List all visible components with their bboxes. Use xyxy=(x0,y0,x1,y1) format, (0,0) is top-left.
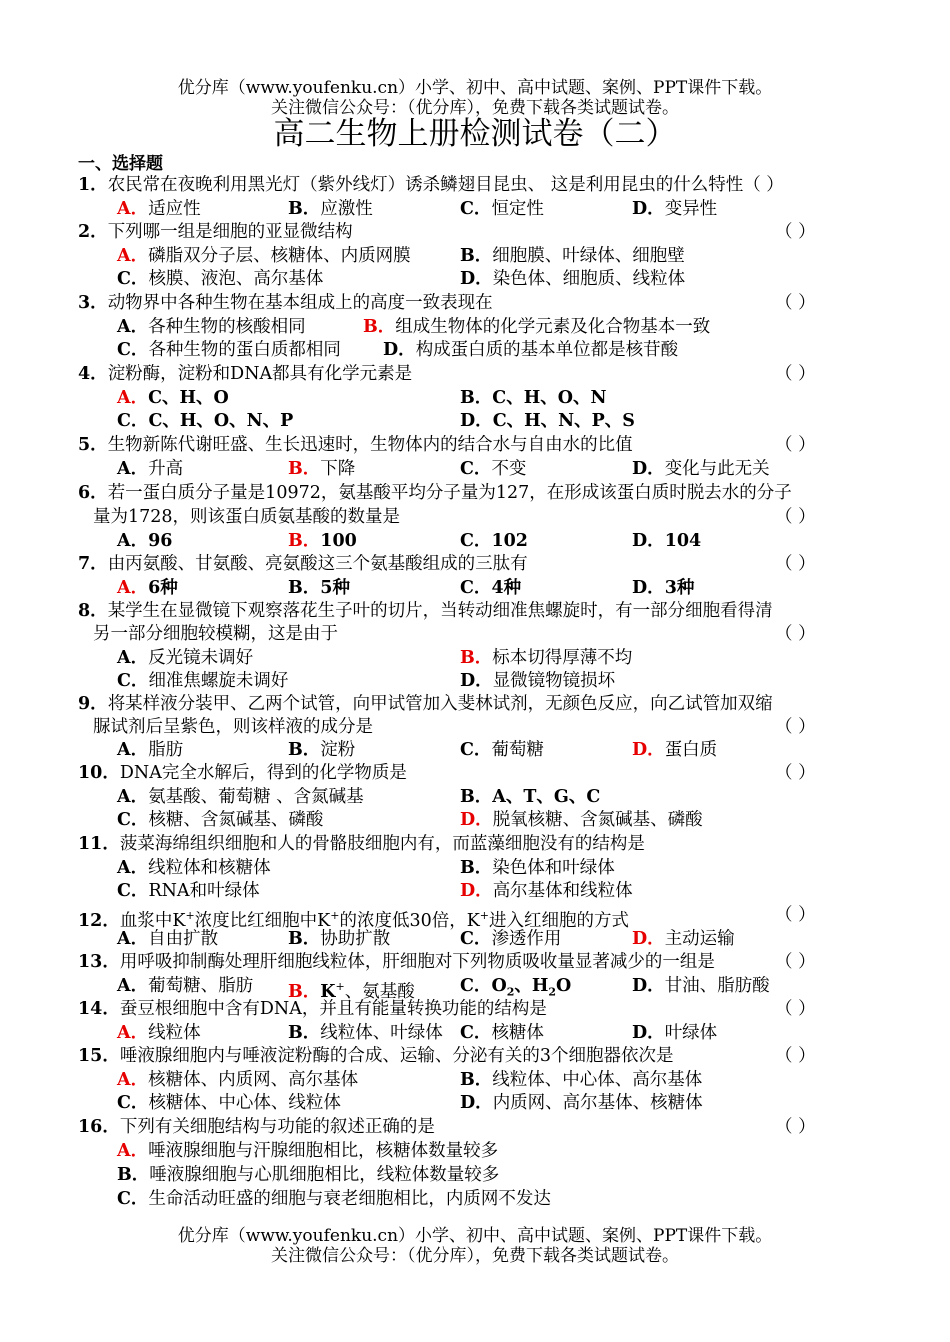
q3-option-a: A．各种生物的核酸相同 xyxy=(117,317,306,337)
q6-option-b: B．100 xyxy=(288,531,357,551)
question-3-stem: 3．动物界中各种生物在基本组成上的高度一致表现在 xyxy=(78,293,493,313)
q4-option-c: C．C、H、O、N、P xyxy=(117,411,294,431)
q14-option-a: A．线粒体 xyxy=(117,1023,201,1043)
q12-option-b: B．协助扩散 xyxy=(288,929,391,949)
answer-paren: （ ） xyxy=(775,952,816,972)
q16-option-b: B．唾液腺细胞与心肌细胞相比，线粒体数量较多 xyxy=(117,1165,500,1185)
answer-paren: （ ） xyxy=(775,554,816,574)
header-line-1: 优分库（www.youfenku.cn）小学、初中、高中试题、案例、PPT课件下载。 xyxy=(177,78,773,98)
question-1-stem xyxy=(78,174,784,197)
q10-option-d: D．脱氧核糖、含氮碱基、磷酸 xyxy=(460,810,703,830)
question-7-stem: 7．由丙氨酸、甘氨酸、亮氨酸这三个氨基酸组成的三肽有 xyxy=(78,554,528,574)
question-12-stem: 12．血浆中K+浓度比红细胞中K+的浓度低30倍，K+进入红细胞的方式 xyxy=(78,909,630,931)
q12-option-d: D．主动运输 xyxy=(632,929,735,949)
q9-option-b: B．淀粉 xyxy=(288,740,356,760)
question-number: 1． xyxy=(78,175,108,195)
question-11-stem: 11．菠菜海绵组织细胞和人的骨骼肢细胞内有，而蓝藻细胞没有的结构是 xyxy=(78,834,645,854)
q13-option-b: B．K+、氨基酸 xyxy=(288,980,415,1002)
answer-paren: （ ） xyxy=(775,435,816,455)
q11-option-c: C．RNA和叶绿体 xyxy=(117,881,260,901)
question-10-stem: 10．DNA完全水解后，得到的化学物质是 xyxy=(78,763,407,783)
q7-option-a: A．6种 xyxy=(117,578,178,598)
q6-option-a: A．96 xyxy=(117,531,173,551)
answer-paren: （ ） xyxy=(775,1046,816,1066)
q13-option-c: C．$O_2$、$H_2O$ xyxy=(460,976,572,999)
q3-option-c: C．各种生物的蛋白质都相同 xyxy=(117,340,341,360)
page-title: 高二生物上册检测试卷（二） xyxy=(273,116,677,152)
q12-option-c: C．渗透作用 xyxy=(460,929,562,949)
q14-option-d: D．叶绿体 xyxy=(632,1023,718,1043)
question-2-stem: 2．下列哪一组是细胞的亚显微结构 xyxy=(78,222,353,242)
q9-option-c: C．葡萄糖 xyxy=(460,740,544,760)
q11-option-a: A．线粒体和核糖体 xyxy=(117,858,271,878)
q8-option-c: C．细准焦螺旋未调好 xyxy=(117,671,289,691)
answer-paren: （ ） xyxy=(775,293,816,313)
q4-option-b: B．C、H、O、N xyxy=(460,388,607,408)
q15-option-b: B．线粒体、中心体、高尔基体 xyxy=(460,1070,703,1090)
q8-option-b: B．标本切得厚薄不均 xyxy=(460,648,633,668)
answer-paren: （ ） xyxy=(775,905,816,925)
q1-option-c: C．恒定性 xyxy=(460,199,544,219)
question-9-stem: 9．将某样液分装甲、乙两个试管，向甲试管加入斐林试剂，无颜色反应，向乙试管加双缩 xyxy=(78,694,773,714)
q10-option-c: C．核糖、含氮碱基、磷酸 xyxy=(117,810,324,830)
question-15-stem: 15．唾液腺细胞内与唾液淀粉酶的合成、运输、分泌有关的3个细胞器依次是 xyxy=(78,1046,674,1066)
q8-option-a: A．反光镜未调好 xyxy=(117,648,254,668)
q9-option-a: A．脂肪 xyxy=(117,740,184,760)
question-6-stem: 6．若一蛋白质分子量是10972，氨基酸平均分子量为127，在形成该蛋白质时脱去水的分子 xyxy=(78,483,792,503)
q15-option-d: D．内质网、高尔基体、核糖体 xyxy=(460,1093,703,1113)
q14-option-c: C．核糖体 xyxy=(460,1023,544,1043)
q10-option-b: B．A、T、G、C xyxy=(460,787,601,807)
question-8-stem: 8．某学生在显微镜下观察落花生子叶的切片，当转动细准焦螺旋时，有一部分细胞看得清 xyxy=(78,601,773,621)
q13-option-d: D．甘油、脂肪酸 xyxy=(632,976,770,996)
q16-option-a: A．唾液腺细胞与汗腺细胞相比，核糖体数量较多 xyxy=(117,1141,499,1161)
q2-option-c: C．核膜、液泡、高尔基体 xyxy=(117,269,324,289)
question-text: 农民常在夜晚利用黑光灯（紫外线灯）诱杀鳞翅目昆虫、 这是利用昆虫的什么特性（ ） xyxy=(107,175,784,195)
q6-option-c: C．102 xyxy=(460,531,528,551)
question-8-stem-cont: 另一部分细胞较模糊，这是由于 xyxy=(93,624,338,644)
q3-option-d: D．构成蛋白质的基本单位都是核苷酸 xyxy=(383,340,679,360)
question-6-stem-cont: 量为1728，则该蛋白质氨基酸的数量是 xyxy=(93,507,401,527)
answer-paren: （ ） xyxy=(775,763,816,783)
q8-option-d: D．显微镜物镜损坏 xyxy=(460,671,616,691)
q15-option-a: A．核糖体、内质网、高尔基体 xyxy=(117,1070,359,1090)
q11-option-b: B．染色体和叶绿体 xyxy=(460,858,615,878)
q3-option-b: B．组成生物体的化学元素及化合物基本一致 xyxy=(363,317,711,337)
q1-option-a: A．适应性 xyxy=(117,199,201,219)
question-14-stem: 14．蚕豆根细胞中含有DNA，并且有能量转换功能的结构是 xyxy=(78,999,547,1019)
q1-option-b: B．应激性 xyxy=(288,199,373,219)
answer-paren: （ ） xyxy=(775,222,816,242)
q2-option-d: D．染色体、细胞质、线粒体 xyxy=(460,269,686,289)
q15-option-c: C．核糖体、中心体、线粒体 xyxy=(117,1093,341,1113)
q4-option-a: A．C、H、O xyxy=(117,388,229,408)
question-5-stem: 5．生物新陈代谢旺盛、生长迅速时，生物体内的结合水与自由水的比值 xyxy=(78,435,633,455)
q1-option-d: D．变异性 xyxy=(632,199,718,219)
question-13-stem: 13．用呼吸抑制酶处理肝细胞线粒体，肝细胞对下列物质吸收量显著减少的一组是 xyxy=(78,952,715,972)
question-9-stem-cont: 脲试剂后呈紫色，则该样液的成分是 xyxy=(93,717,373,737)
answer-paren: （ ） xyxy=(775,999,816,1019)
answer-paren: （ ） xyxy=(775,1117,816,1137)
question-16-stem: 16．下列有关细胞结构与功能的叙述正确的是 xyxy=(78,1117,435,1137)
q9-option-d: D．蛋白质 xyxy=(632,740,718,760)
question-4-stem: 4．淀粉酶，淀粉和DNA都具有化学元素是 xyxy=(78,364,413,384)
q14-option-b: B．线粒体、叶绿体 xyxy=(288,1023,443,1043)
answer-paren: （ ） xyxy=(775,507,816,527)
section-heading: 一、选择题 xyxy=(78,154,163,174)
q16-option-c: C．生命活动旺盛的细胞与衰老细胞相比，内质网不发达 xyxy=(117,1189,551,1209)
answer-paren: （ ） xyxy=(775,364,816,384)
q11-option-d: D．高尔基体和线粒体 xyxy=(460,881,633,901)
q12-option-a: A．自由扩散 xyxy=(117,929,219,949)
q7-option-d: D．3种 xyxy=(632,578,695,598)
q5-option-c: C．不变 xyxy=(460,459,527,479)
answer-paren: （ ） xyxy=(775,717,816,737)
q6-option-d: D．104 xyxy=(632,531,702,551)
q2-option-b: B．细胞膜、叶绿体、细胞壁 xyxy=(460,246,685,266)
header-line-2: 关注微信公众号：（优分库），免费下载各类试题试卷。 xyxy=(271,98,679,118)
footer-line-2: 关注微信公众号：（优分库），免费下载各类试题试卷。 xyxy=(271,1246,679,1266)
answer-paren: （ ） xyxy=(775,624,816,644)
q5-option-d: D．变化与此无关 xyxy=(632,459,770,479)
q5-option-b: B．下降 xyxy=(288,459,356,479)
q13-option-a: A．葡萄糖、脂肪 xyxy=(117,976,254,996)
q5-option-a: A．升高 xyxy=(117,459,184,479)
q7-option-c: C．4种 xyxy=(460,578,522,598)
footer-line-1: 优分库（www.youfenku.cn）小学、初中、高中试题、案例、PPT课件下载。 xyxy=(177,1226,773,1246)
q7-option-b: B．5种 xyxy=(288,578,350,598)
q4-option-d: D．C、H、N、P、S xyxy=(460,411,635,431)
q10-option-a: A．氨基酸、葡萄糖 、含氮碱基 xyxy=(117,787,364,807)
q2-option-a: A．磷脂双分子层、核糖体、内质网膜 xyxy=(117,246,411,266)
